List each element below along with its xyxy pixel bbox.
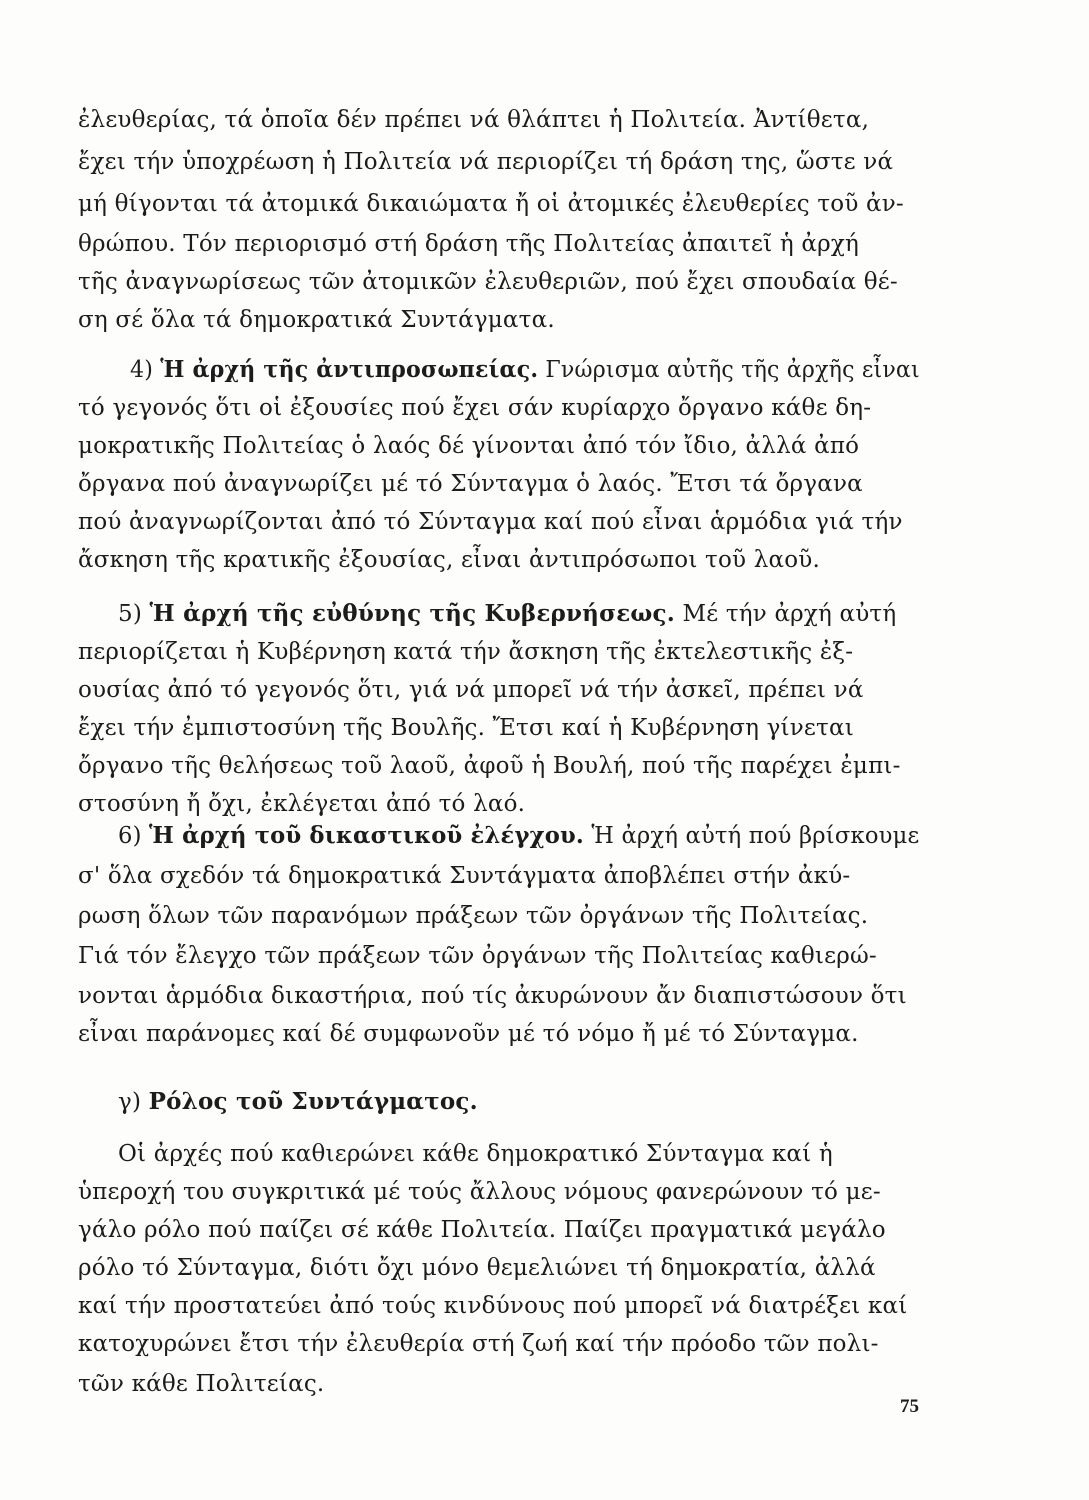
body-text-line: ἔχει τήν ἐμπιστοσύνη τῆς Βουλῆς. Ἔτσι καί ἡ Κυβέρνηση γίνεται [78,715,854,741]
section-first-line-text: Γνώρισμα αὐτῆς τῆς ἀρχῆς εἶναι [545,357,920,383]
body-text-line: σ' ὅλα σχεδόν τά δημοκρατικά Συντάγματα ἀποβλέπει στήν ἀκύ- [78,863,851,889]
body-text-line: πού ἀναγνωρίζονται ἀπό τό Σύνταγμα καί πού εἶναι ἁρμόδια γιά τήν [78,509,903,535]
section-g-heading-line [118,1082,478,1122]
body-text-line: στοσύνη ἤ ὄχι, ἐκλέγεται ἀπό τό λαό. [78,791,526,817]
body-text-line: Γιά τόν ἔλεγχο τῶν πράξεων τῶν ὀργάνων τῆς Πολιτείας καθιερώ- [78,943,877,969]
body-text-line: τῶν κάθε Πολιτείας. [78,1371,325,1397]
body-text-line: γάλο ρόλο πού παίζει σέ κάθε Πολιτεία. Παίζει πραγματικά μεγάλο [78,1217,886,1243]
body-text-line: μοκρατικῆς Πολιτείας ὁ λαός δέ γίνονται ἀπό τόν ἴδιο, ἀλλά ἀπό [78,433,860,459]
section-heading: Ἡ ἀρχή τῆς ἀντιπροσωπείας. [160,356,539,383]
body-text-line: ἐλευθερίας, τά ὁποῖα δέν πρέπει νά θλάπτει ἡ Πολιτεία. Ἀντίθετα, [78,107,870,133]
body-text-line: κατοχυρώνει ἔτσι τήν ἐλευθερία στή ζωή καί τήν πρόοδο τῶν πολι- [78,1331,879,1357]
body-text-line: ὄργανο τῆς θελήσεως τοῦ λαοῦ, ἀφοῦ ἡ Βουλή, πού τῆς παρέχει ἐμπι- [78,753,901,779]
body-text-line: καί τήν προστατεύει ἀπό τούς κινδύνους πού μπορεῖ νά διατρέξει καί [78,1293,908,1319]
body-text-line: ἄσκηση τῆς κρατικῆς ἐξουσίας, εἶναι ἀντιπρόσωποι τοῦ λαοῦ. [78,547,820,573]
section-5-first-line [118,594,896,634]
body-text-line: τό γεγονός ὅτι οἱ ἐξουσίες πού ἔχει σάν κυρίαρχο ὄργανο κάθε δη- [78,395,872,421]
section-first-line-text: Μέ τήν ἀρχή αὐτή [682,601,897,627]
section-number: 6) [118,823,142,849]
body-text-line: περιορίζεται ἡ Κυβέρνηση κατά τήν ἄσκηση τῆς ἐκτελεστικῆς ἐξ- [78,639,854,665]
section-4-first-line [130,350,920,390]
section-heading: Ἡ ἀρχή τῆς εὐθύνης τῆς Κυβερνήσεως. [149,600,675,627]
section-first-line-text: Ἡ ἀρχή αὐτή πού βρίσκουμε [591,823,920,849]
section-number: γ) [118,1089,142,1115]
section-number: 4) [130,357,154,383]
body-text-line: εἶναι παράνομες καί δέ συμφωνοῦν μέ τό νόμο ἤ μέ τό Σύνταγμα. [78,1021,859,1047]
section-6-first-line [118,816,919,856]
page-number: 75 [900,1396,919,1417]
section-heading: Ἡ ἀρχή τοῦ δικαστικοῦ ἐλέγχου. [149,822,585,849]
section-heading: Ρόλος τοῦ Συντάγματος. [148,1088,478,1115]
body-text-line: ἔχει τήν ὑποχρέωση ἡ Πολιτεία νά περιορίζει τή δράση της, ὥστε νά [78,149,894,175]
body-text-line: τῆς ἀναγνωρίσεως τῶν ἀτομικῶν ἐλευθεριῶν, πού ἔχει σπουδαία θέ- [78,269,898,295]
body-text-line: ρωση ὅλων τῶν παρανόμων πράξεων τῶν ὀργάνων τῆς Πολιτείας. [78,903,869,929]
body-text-line: ὄργανα πού ἀναγνωρίζει μέ τό Σύνταγμα ὁ λαός. Ἔτσι τά ὄργανα [78,471,863,497]
body-text-line: ση σέ ὅλα τά δημοκρατικά Συντάγματα. [78,307,555,333]
body-text-line: ὑπεροχή του συγκριτικά μέ τούς ἄλλους νόμους φανερώνουν τό με- [78,1179,881,1205]
body-text-line: μή θίγονται τά ἀτομικά δικαιώματα ἤ οἱ ἀτομικές ἐλευθερίες τοῦ ἀν- [78,191,904,217]
body-text-line: θρώπου. Τόν περιορισμό στή δράση τῆς Πολιτείας ἀπαιτεῖ ἡ ἀρχή [78,231,859,257]
section-number: 5) [118,601,143,627]
body-text-line: ρόλο τό Σύνταγμα, διότι ὄχι μόνο θεμελιώνει τή δημοκρατία, ἀλλά [78,1255,876,1281]
body-text-line: νονται ἁρμόδια δικαστήρια, πού τίς ἀκυρώνουν ἄν διαπιστώσουν ὅτι [78,983,907,1009]
body-text-line: Οἱ ἀρχές πού καθιερώνει κάθε δημοκρατικό Σύνταγμα καί ἡ [118,1141,833,1167]
body-text-line: ουσίας ἀπό τό γεγονός ὅτι, γιά νά μπορεῖ νά τήν ἀσκεῖ, πρέπει νά [78,677,864,703]
